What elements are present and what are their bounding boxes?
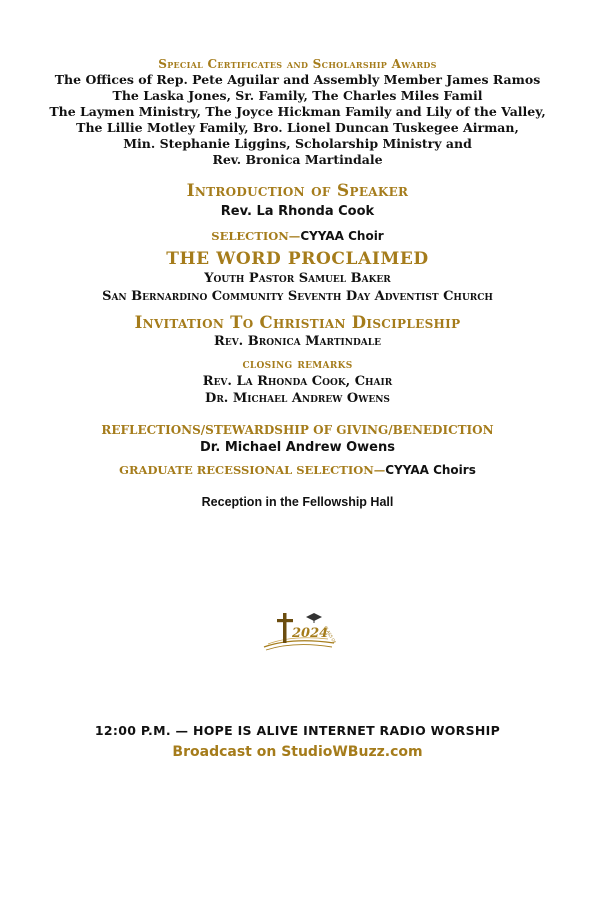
logo-arc-text: CLASS OF [323, 625, 336, 645]
selection-label: SELECTION— [211, 229, 301, 243]
word-speaker: Youth Pastor Samuel Baker [204, 271, 391, 286]
recessional-value: CYYAA Choirs [385, 463, 476, 477]
word-church: San Bernardino Community Seventh Day Adventist Church [102, 289, 493, 304]
reflections-name: Dr. Michael Andrew Owens [200, 440, 395, 455]
recessional-line [0, 463, 595, 477]
invitation-heading: Invitation To Christian Discipleship [134, 313, 461, 332]
reflections-heading: REFLECTIONS/STEWARDSHIP OF GIVING/BENEDICTION [101, 423, 494, 437]
recessional-label: GRADUATE RECESSIONAL SELECTION— [119, 463, 386, 477]
certificates-line: Min. Stephanie Liggins, Scholarship Ministry and [123, 136, 472, 151]
certificates-heading: Special Certificates and Scholarship Awards [158, 57, 437, 71]
certificates-line: The Offices of Rep. Pete Aguilar and Assembly Member James Ramos [54, 72, 541, 87]
closing-name: Rev. La Rhonda Cook, Chair [202, 374, 393, 389]
logo-year: 2024 [292, 626, 329, 641]
selection-value: CYYAA Choir [300, 229, 384, 243]
broadcast-link[interactable]: Broadcast on StudioWBuzz.com [172, 744, 423, 760]
invitation-name: Rev. Bronica Martindale [214, 334, 381, 349]
certificates-line: The Lillie Motley Family, Bro. Lionel Duncan Tuskegee Airman, [76, 120, 519, 135]
certificates-line: The Laymen Ministry, The Joyce Hickman Family and Lily of the Valley, [49, 104, 546, 119]
word-heading: THE WORD PROCLAIMED [166, 249, 429, 269]
class-of-2024-logo [262, 607, 336, 653]
cross-logo-icon [262, 607, 336, 653]
selection-line [0, 229, 595, 243]
closing-heading: closing remarks [242, 357, 353, 372]
broadcast-time: 12:00 P.M. — HOPE IS ALIVE INTERNET RADIO WORSHIP [94, 723, 501, 738]
intro-heading: Introduction of Speaker [186, 181, 409, 201]
closing-name: Dr. Michael Andrew Owens [205, 391, 390, 406]
intro-speaker: Rev. La Rhonda Cook [220, 204, 375, 219]
certificates-line: The Laska Jones, Sr. Family, The Charles Miles Famil [112, 88, 483, 103]
certificates-line: Rev. Bronica Martindale [212, 152, 383, 167]
reception-note: Reception in the Fellowship Hall [201, 495, 394, 509]
